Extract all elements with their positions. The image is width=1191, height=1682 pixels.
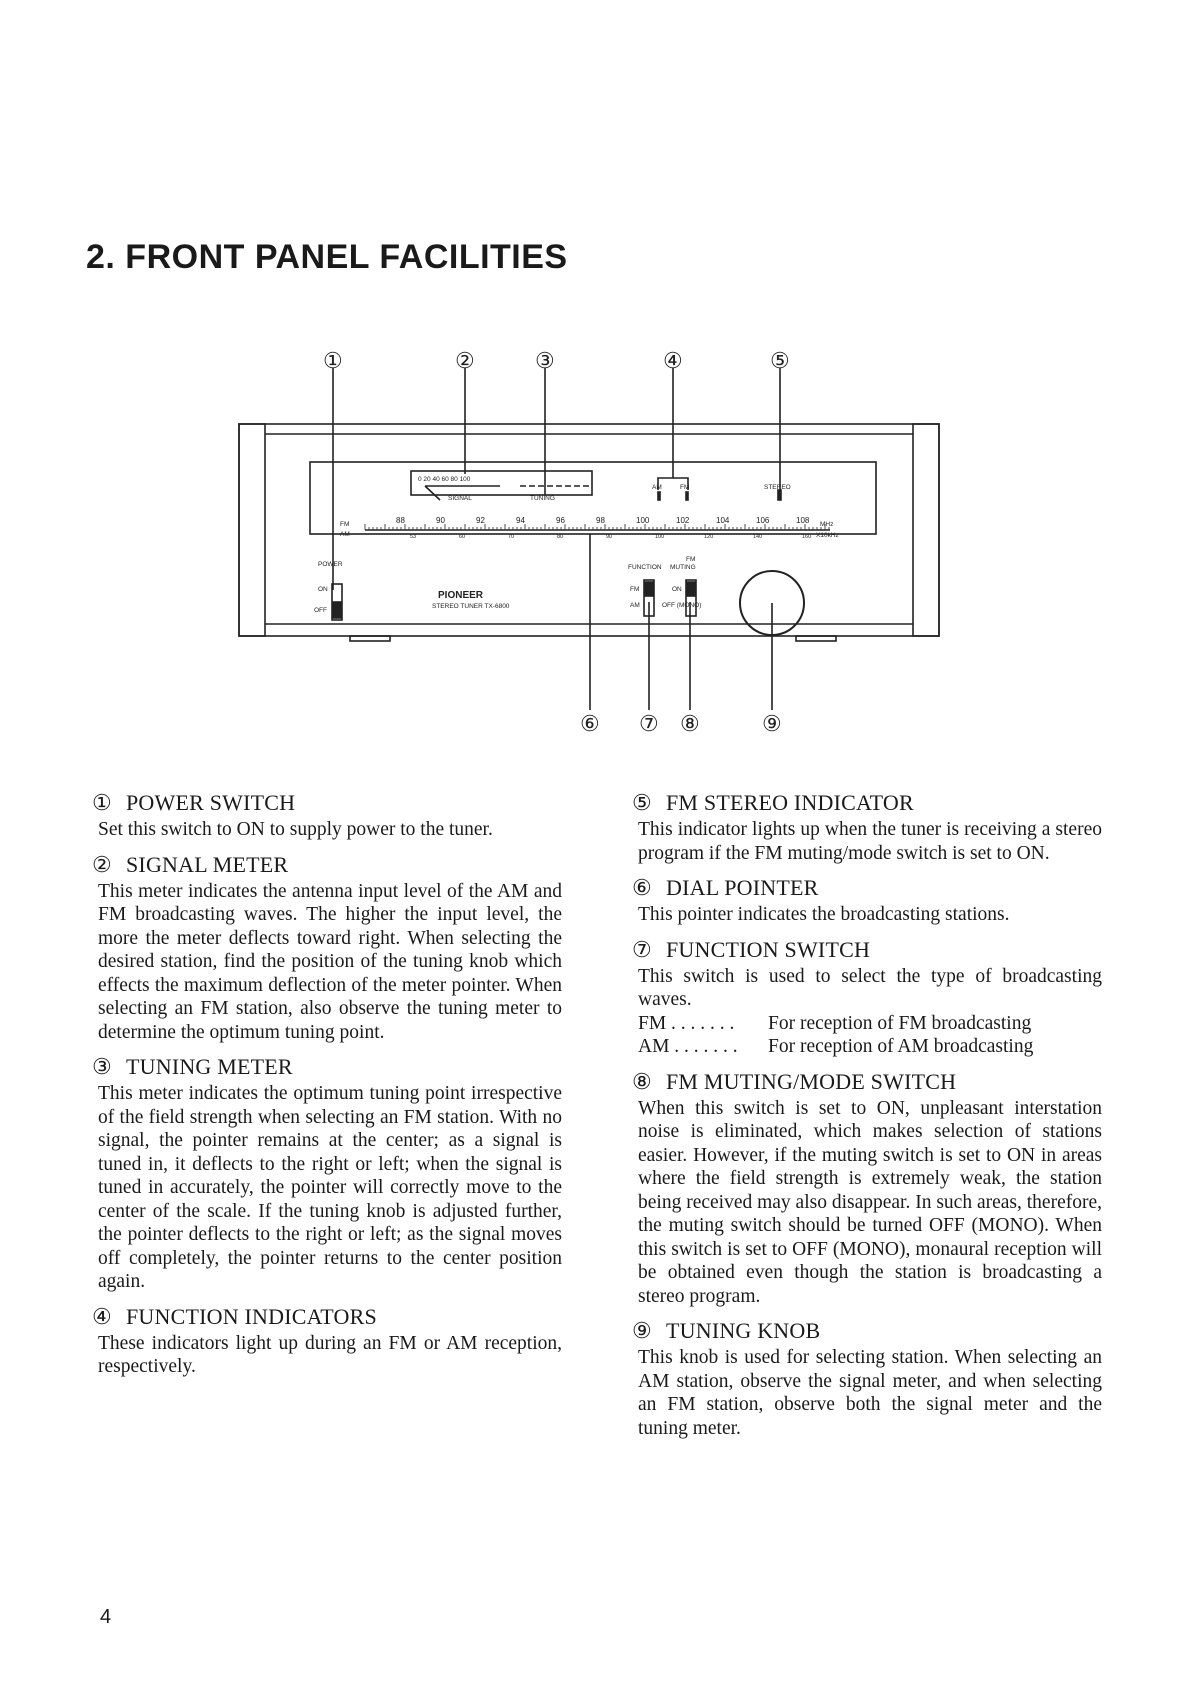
function-switch-table	[632, 1012, 1102, 1059]
front-panel-svg	[0, 340, 1191, 740]
am-frequency-label: 160	[802, 534, 812, 540]
item-tuning-meter	[92, 1054, 562, 1294]
callout-4: ④	[663, 348, 683, 373]
am-frequency-scale	[410, 534, 811, 540]
fm-frequency-label: 102	[676, 516, 690, 525]
item-title: TUNING KNOB	[666, 1318, 821, 1343]
muting-off-mono-label: OFF (MONO)	[662, 602, 702, 609]
item-body: This meter indicates the antenna input level of the AM and FM broadcasting waves. The higher the input level, the more the meter deflects toward right. When selecting the desired station, find the position of the tuning knob which effects the maximum deflection of the meter pointer. When selecting an FM station, also observe the tuning meter to determine the optimum tuning point.	[98, 880, 562, 1043]
fm-frequency-label: 108	[796, 516, 810, 525]
function-label: FUNCTION	[628, 564, 662, 571]
callout-8: ⑧	[680, 711, 700, 736]
item-number: ③	[92, 1054, 112, 1079]
fm-frequency-label: 96	[556, 516, 565, 525]
table-value: For reception of AM broadcasting	[768, 1036, 1034, 1057]
item-number: ⑨	[632, 1318, 652, 1343]
fm-frequency-label: 88	[396, 516, 405, 525]
item-title: DIAL POINTER	[666, 875, 819, 900]
signal-label: SIGNAL	[448, 495, 472, 502]
item-body: Set this switch to ON to supply power to the tuner.	[98, 819, 493, 840]
am-indicator-label: AM	[652, 484, 662, 491]
fm-frequency-label: 90	[436, 516, 445, 525]
right-side-panel	[913, 424, 939, 636]
item-function-switch	[632, 937, 1102, 1059]
callout-3: ③	[535, 348, 555, 373]
item-body: This indicator lights up when the tuner is receiving a stereo program if the FM muting/mode switch is set to ON.	[638, 819, 1102, 864]
item-number: ⑧	[632, 1068, 652, 1094]
item-title: FUNCTION INDICATORS	[126, 1303, 377, 1329]
function-am-label: AM	[630, 602, 640, 609]
left-side-panel	[239, 424, 265, 636]
am-frequency-label: 60	[459, 534, 466, 540]
page-title: 2. FRONT PANEL FACILITIES	[86, 238, 568, 276]
dial-window	[310, 462, 876, 534]
am-frequency-label: 80	[557, 534, 564, 540]
stereo-indicator-label: STEREO	[764, 484, 791, 491]
item-title: FM STEREO INDICATOR	[666, 790, 914, 815]
am-frequency-label: 120	[704, 534, 714, 540]
item-title: SIGNAL METER	[126, 851, 289, 877]
left-column	[92, 790, 562, 1389]
tuning-label: TUNING	[530, 495, 555, 502]
am-frequency-label: 53	[410, 534, 417, 540]
item-number: ⑤	[632, 790, 652, 815]
callout-7: ⑦	[639, 711, 659, 736]
fm-frequency-label: 106	[756, 516, 770, 525]
fm-frequency-label: 100	[636, 516, 650, 525]
item-number: ⑥	[632, 875, 652, 900]
item-title: TUNING METER	[126, 1054, 293, 1079]
fm-frequency-scale	[396, 516, 810, 525]
item-dial-pointer	[632, 875, 1102, 927]
am-frequency-label: 70	[508, 534, 515, 540]
item-title: FM MUTING/MODE SWITCH	[666, 1068, 957, 1094]
right-column	[632, 790, 1102, 1450]
fm-frequency-label: 104	[716, 516, 730, 525]
item-number: ①	[92, 790, 112, 815]
function-fm-label: FM	[630, 586, 640, 593]
item-signal-meter	[92, 852, 562, 1045]
power-label: POWER	[318, 561, 343, 568]
am-band-label: AM	[340, 531, 350, 538]
muting-on-label: ON	[672, 586, 682, 593]
item-number: ④	[92, 1303, 112, 1329]
item-power-switch	[92, 790, 562, 842]
model-label: STEREO TUNER TX-6800	[432, 603, 510, 610]
item-function-indicators	[92, 1304, 562, 1379]
item-title: FUNCTION SWITCH	[666, 936, 871, 962]
fm-indicator-label: FM	[680, 484, 690, 491]
item-body: This knob is used for selecting station. When selecting an AM station, observe the signal meter, and when selecting an FM station, observe both the signal meter and the tuning meter.	[638, 1347, 1102, 1439]
table-key: FM . . . . . . .	[638, 1012, 735, 1034]
item-tuning-knob	[632, 1318, 1102, 1440]
fm-unit: MHz	[820, 521, 834, 528]
fm-muting-top-label: FM	[686, 556, 696, 563]
am-unit: X10kHz	[816, 532, 839, 539]
am-frequency-label: 90	[606, 534, 613, 540]
item-fm-stereo-indicator	[632, 790, 1102, 865]
right-foot	[796, 636, 836, 641]
item-body: When this switch is set to ON, unpleasant interstation noise is eliminated, which makes selection of stations easier. However, if the muting switch is set to ON in areas where the field strength is extremely weak, the station being received may also disappear. In such areas, therefore, the muting switch should be turned OFF (MONO). When this switch is set to OFF (MONO), monaural reception will be obtained even though the station is broadcasting a stereo program.	[638, 1097, 1103, 1307]
table-value: For reception of FM broadcasting	[768, 1012, 1032, 1034]
item-title: POWER SWITCH	[126, 790, 296, 815]
page-number: 4	[100, 1606, 112, 1628]
callout-6: ⑥	[580, 711, 600, 736]
item-fm-muting-mode-switch	[632, 1069, 1102, 1309]
fm-frequency-label: 98	[596, 516, 605, 525]
callout-1: ①	[323, 348, 343, 373]
meter-scale: 0 20 40 60 80 100	[418, 476, 471, 483]
power-off-label: OFF	[314, 607, 327, 614]
left-foot	[350, 636, 390, 641]
power-on-label: ON	[318, 586, 328, 593]
callout-9: ⑨	[762, 711, 782, 736]
front-panel-diagram	[0, 340, 1191, 740]
meter-box	[411, 471, 592, 495]
fm-frequency-label: 94	[516, 516, 525, 525]
item-number: ⑦	[632, 936, 652, 962]
brand-logo: PIONEER	[438, 590, 484, 601]
item-body: This switch is used to select the type of broadcasting waves.	[638, 965, 1102, 1010]
callout-5: ⑤	[770, 348, 790, 373]
table-key: AM . . . . . . .	[638, 1036, 738, 1057]
fm-band-label: FM	[340, 521, 350, 528]
am-frequency-label: 100	[655, 534, 665, 540]
item-body: This meter indicates the optimum tuning point irrespective of the field strength when selecting an FM station. With no signal, the pointer remains at the center; as a signal is tuned in, it deflects to the right or left; when the signal is tuned in accurately, the pointer will correctly move to the center of the scale. If the tuning knob is adjusted further, the pointer deflects to the right or left; as the signal moves off completely, the pointer returns to the center position again.	[98, 1083, 562, 1292]
muting-label: MUTING	[670, 564, 696, 571]
item-body: This pointer indicates the broadcasting stations.	[638, 904, 1010, 925]
fm-frequency-label: 92	[476, 516, 485, 525]
callout-2: ②	[455, 348, 475, 373]
item-number: ②	[92, 851, 112, 877]
item-body: These indicators light up during an FM or AM reception, respectively.	[98, 1332, 562, 1377]
am-frequency-label: 140	[753, 534, 763, 540]
